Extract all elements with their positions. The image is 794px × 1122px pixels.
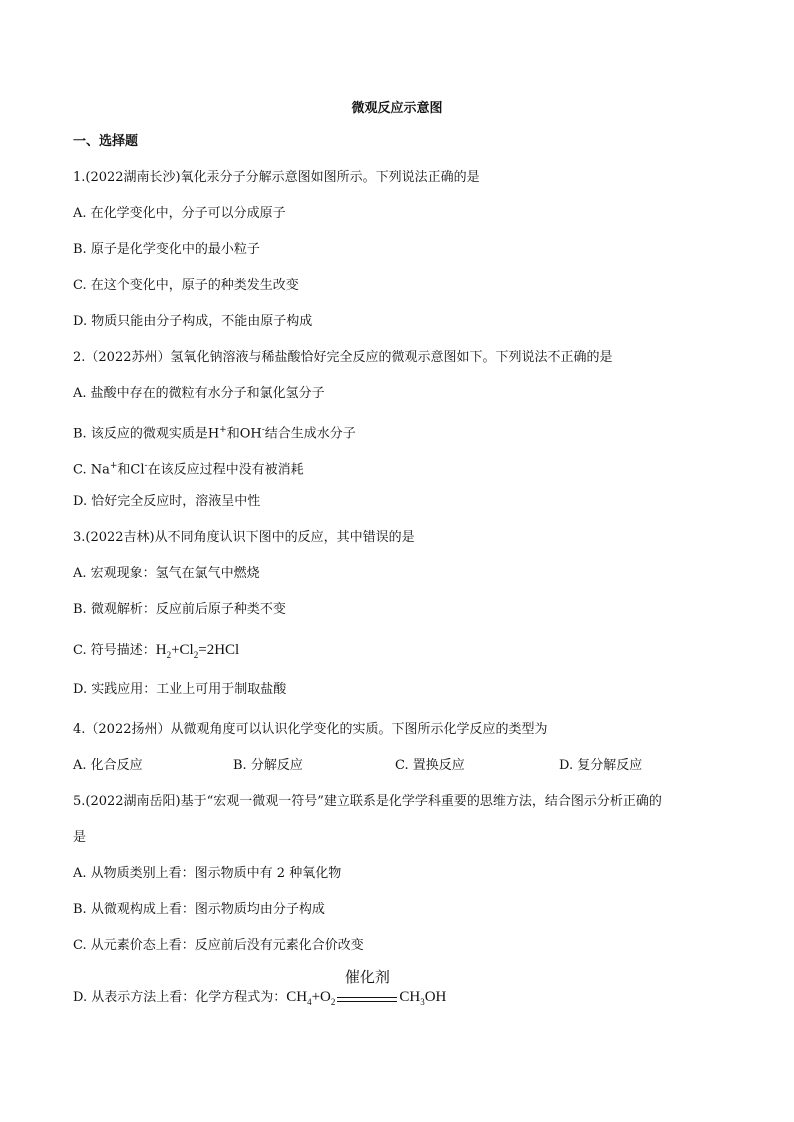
option-c-text-2: 和Cl xyxy=(117,462,145,478)
question-1-option-c: C. 在这个变化中，原子的种类发生改变 xyxy=(73,278,299,293)
question-1-stem: 1.(2022湖南长沙)氧化汞分子分解示意图如图所示。下列说法正确的是 xyxy=(73,170,480,185)
formula-part: +O xyxy=(311,989,331,1005)
question-3-stem: 3.(2022吉林)从不同角度认识下图中的反应，其中错误的是 xyxy=(73,530,415,545)
formula-subscript: 2 xyxy=(193,650,199,660)
question-5-option-a: A. 从物质类别上看：图示物质中有 2 种氧化物 xyxy=(73,866,342,881)
question-2-option-a: A. 盐酸中存在的微粒有水分子和氯化氢分子 xyxy=(73,386,325,401)
question-5-stem-line-2: 是 xyxy=(73,830,87,845)
section-heading: 一、选择题 xyxy=(73,134,139,149)
equation-h2-cl2 xyxy=(156,642,239,658)
h-ion-charge: + xyxy=(219,425,227,435)
na-ion-charge: + xyxy=(109,461,118,471)
formula-subscript: 4 xyxy=(307,997,312,1007)
question-2-option-c xyxy=(73,457,304,479)
formula-subscript: 2 xyxy=(330,997,336,1007)
option-c-text-3: 在该反应过程中没有被消耗 xyxy=(147,462,304,478)
question-4-option-c: C. 置换反应 xyxy=(395,758,465,773)
page-title: 微观反应示意图 xyxy=(351,101,443,116)
oh-ion-charge: - xyxy=(261,425,265,435)
question-4-stem: 4.（2022扬州）从微观角度可以认识化学变化的实质。下图所示化学反应的类型为 xyxy=(73,722,548,737)
formula-part: CH xyxy=(399,989,421,1005)
formula-part: +Cl xyxy=(171,642,194,658)
question-5-option-d xyxy=(73,969,447,1011)
question-1-option-d: D. 物质只能由分子构成，不能由原子构成 xyxy=(73,314,313,329)
formula-part: =2HCl xyxy=(198,642,240,658)
question-3-option-b: B. 微观解析：反应前后原子种类不变 xyxy=(73,602,286,617)
formula-part: H xyxy=(155,642,167,658)
question-2-stem: 2.（2022苏州）氢氧化钠溶液与稀盐酸恰好完全反应的微观示意图如下。下列说法不正确的是 xyxy=(73,350,613,365)
formula-part: OH xyxy=(424,989,447,1005)
option-b-text-3: 结合生成水分子 xyxy=(264,426,356,442)
catalyst-arrow xyxy=(337,969,397,1007)
question-5-option-c: C. 从元素价态上看：反应前后没有元素化合价改变 xyxy=(73,938,364,953)
formula-subscript: 2 xyxy=(166,650,172,660)
formula-subscript: 3 xyxy=(420,997,425,1007)
question-2-option-d: D. 恰好完全反应时，溶液呈中性 xyxy=(73,494,261,509)
question-5-stem-line-1: 5.(2022湖南岳阳)基于“宏观一微观一符号”建立联系是化学学科重要的思维方法，结合图示分析正确的 xyxy=(73,794,662,809)
question-3-option-c xyxy=(73,641,239,664)
question-4-option-a: A. 化合反应 xyxy=(73,758,143,773)
option-c-label: C. 符号描述： xyxy=(73,643,156,658)
question-1-option-a: A. 在化学变化中，分子可以分成原子 xyxy=(73,206,286,221)
option-b-text-1: B. 该反应的微观实质是H xyxy=(73,426,220,442)
catalyst-label: 催化剂 xyxy=(344,969,390,986)
question-2-option-b xyxy=(73,421,356,443)
question-1-option-b: B. 原子是化学变化中的最小粒子 xyxy=(73,242,260,257)
cl-ion-charge: - xyxy=(144,461,148,471)
option-d-label: D. 从表示方法上看：化学方程式为： xyxy=(73,990,287,1005)
question-3-option-d: D. 实践应用：工业上可用于制取盐酸 xyxy=(73,682,287,697)
question-4-option-d: D. 复分解反应 xyxy=(559,758,643,773)
formula-part: CH xyxy=(286,989,308,1005)
equation-ch4-o2 xyxy=(286,969,447,1007)
question-5-option-b: B. 从微观构成上看：图示物质均由分子构成 xyxy=(73,902,325,917)
option-c-text-1: C. Na xyxy=(73,462,110,478)
double-line xyxy=(337,997,397,1002)
option-b-text-2: 和OH xyxy=(226,426,262,442)
question-4-option-b: B. 分解反应 xyxy=(233,758,303,773)
question-3-option-a: A. 宏观现象：氢气在氯气中燃烧 xyxy=(73,566,260,581)
